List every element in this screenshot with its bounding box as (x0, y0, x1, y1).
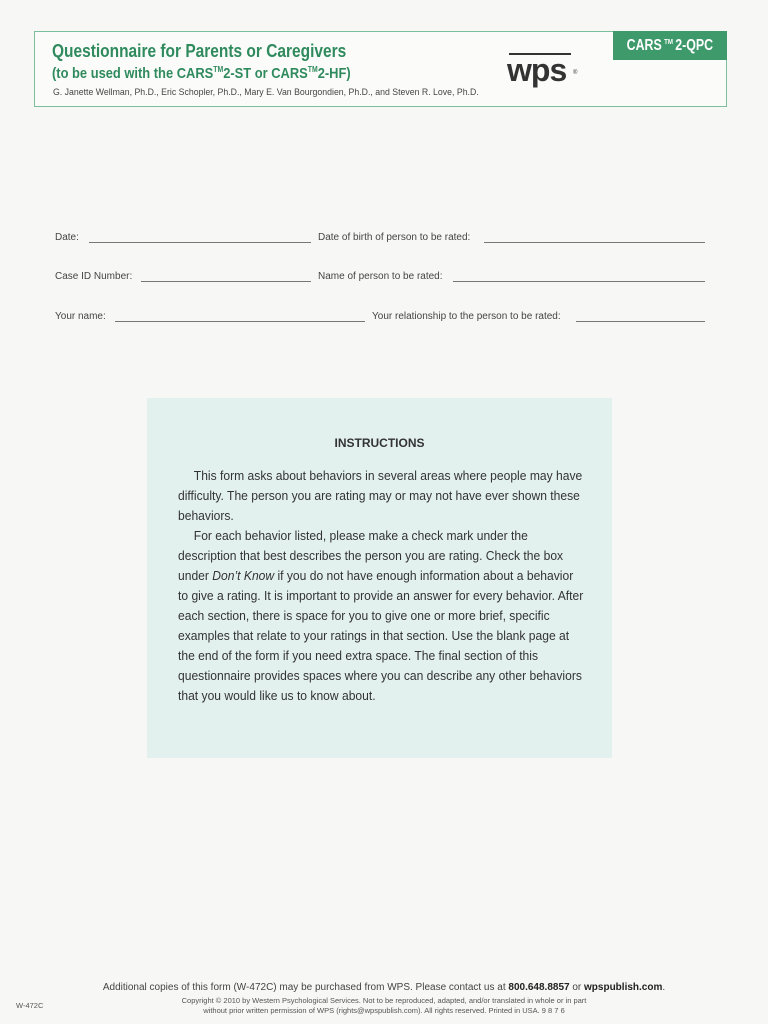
your-name-field[interactable] (115, 321, 365, 322)
trademark-mark: TM (663, 38, 673, 46)
footer-text: . (662, 982, 666, 993)
purchase-note (0, 982, 768, 993)
wps-logo (505, 48, 585, 88)
dob-label: Date of birth of person to be rated: (318, 232, 471, 243)
copyright-note (0, 996, 768, 1016)
registered-mark: ® (573, 70, 578, 76)
form-subtitle (52, 65, 351, 82)
dob-field[interactable] (484, 242, 705, 243)
emphasis-text: Don’t Know (212, 568, 275, 583)
badge-part: 2-QPC (675, 36, 714, 54)
case-id-field[interactable] (141, 281, 311, 282)
instructions-paragraph-1: This form asks about behaviors in several areas where people may have difficulty. The person you are rating may or may not have ever shown these behaviors. (178, 468, 583, 523)
website-link[interactable]: wpspublish.com (584, 982, 663, 993)
your-name-label: Your name: (55, 311, 106, 322)
date-label: Date: (55, 232, 79, 243)
instructions-title: INSTRUCTIONS (334, 436, 425, 450)
phone-number: 800.648.8857 (508, 982, 570, 993)
authors: G. Janette Wellman, Ph.D., Eric Schopler, Ph.D., Mary E. Van Bourgondien, Ph.D., and Steven R. Love, Ph.D. (53, 87, 479, 98)
paragraph-text: For each behavior listed, please make a check mark under the description that best describes the person you are rating. Check the box under (178, 528, 564, 583)
name-rated-label: Name of person to be rated: (318, 271, 443, 282)
form-number: W-472C (16, 1001, 44, 1010)
form-title: Questionnaire for Parents or Caregivers (52, 41, 347, 61)
logo-text: wps (507, 52, 567, 88)
copyright-line: Copyright © 2010 by Western Psychological Services. Not to be reproduced, adapted, and/or translated in whole or in part (181, 996, 587, 1005)
relationship-label: Your relationship to the person to be rated: (372, 311, 561, 322)
case-id-label: Case ID Number: (55, 271, 133, 282)
footer-text: Additional copies of this form (W-472C) may be purchased from WPS. Please contact us at (102, 982, 509, 993)
instructions-panel (147, 398, 612, 758)
subtitle-part: (to be used with the CARS (52, 65, 214, 82)
footer-text: or (569, 982, 585, 993)
subtitle-part: 2-HF) (317, 65, 351, 82)
instructions-paragraph-2 (178, 526, 585, 706)
copyright-line: without prior written permission of WPS (rights@wpspublish.com). All rights reserved. Printed in USA. 9 8 7 6 (203, 1006, 565, 1015)
trademark-mark: TM (213, 65, 224, 74)
paragraph-text: if you do not have enough information about a behavior to give a rating. It is important to provide an answer for every behavior. After each section, there is space for you to give one or more brief, specific examples that relate to your ratings in that section. Use the blank page at the end of the form if you need extra space. The final section of this questionnaire provides spaces where you can describe any other behaviors that you would like us to know about. (178, 568, 584, 703)
form-code-badge (613, 31, 727, 60)
trademark-mark: TM (307, 65, 318, 74)
badge-part: CARS (626, 36, 662, 54)
relationship-field[interactable] (576, 321, 705, 322)
name-rated-field[interactable] (453, 281, 705, 282)
date-field[interactable] (89, 242, 311, 243)
subtitle-part: 2-ST or CARS (223, 65, 308, 82)
instructions-body (178, 466, 586, 706)
